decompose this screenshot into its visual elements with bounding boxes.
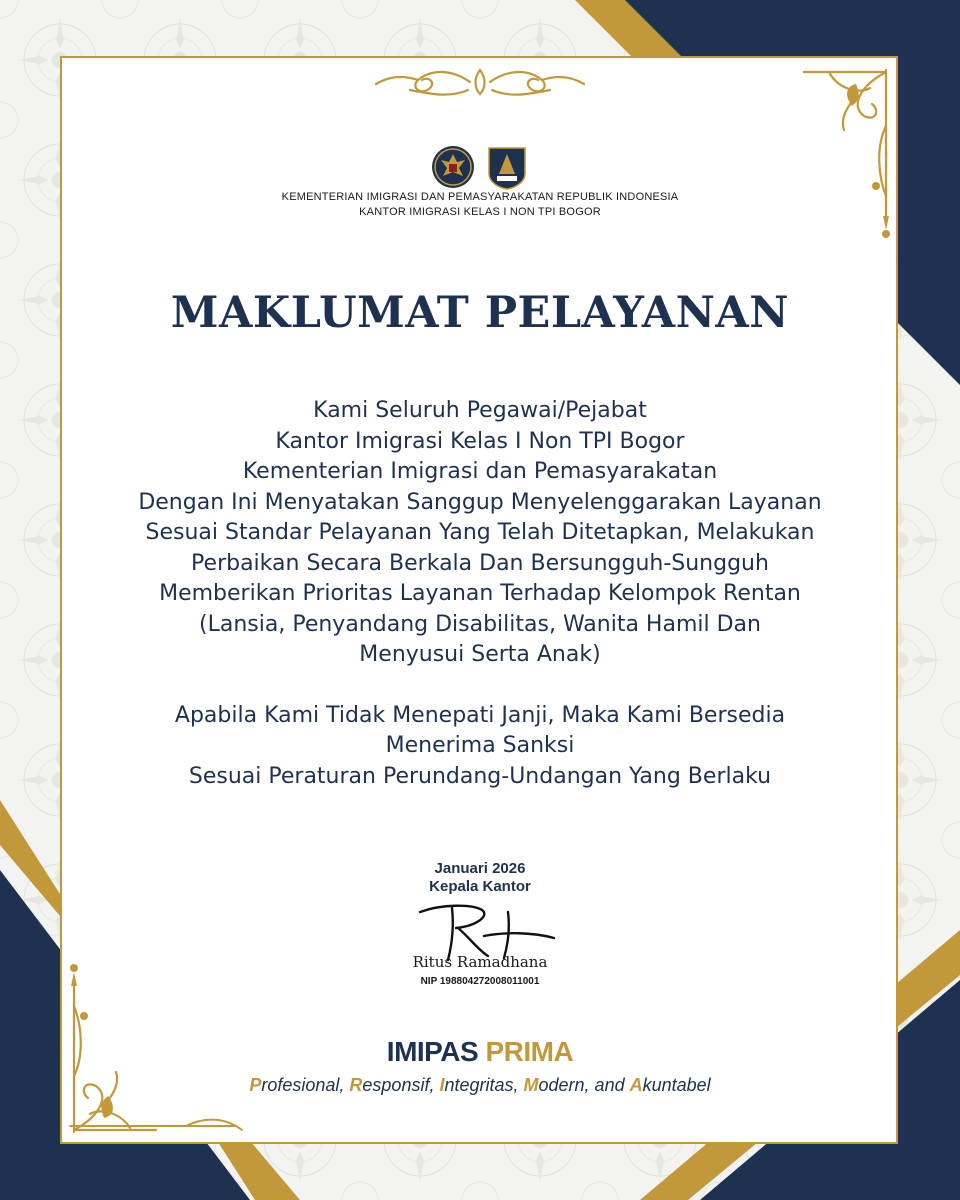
ministry-name: KEMENTERIAN IMIGRASI DAN PEMASYARAKATAN REPUBLIK INDONESIA — [281, 191, 679, 203]
signer-nip: NIP 198804272008011001 — [420, 976, 540, 987]
tagline-word: rofesional, — [261, 1075, 350, 1095]
office-name: KANTOR IMIGRASI KELAS I NON TPI BOGOR — [359, 206, 601, 218]
sanction-line: Apabila Kami Tidak Menepati Janji, Maka Kami Bersedia — [174, 702, 786, 728]
header — [0, 190, 960, 220]
tagline-initial: R — [349, 1075, 363, 1095]
garuda-emblem-icon — [431, 144, 475, 190]
tagline-initial: A — [629, 1075, 643, 1095]
brand-part1: IMIPAS — [386, 1036, 479, 1067]
declaration-text — [0, 396, 960, 792]
tagline-initial: M — [523, 1075, 539, 1095]
declaration-line: Sesuai Standar Pelayanan Yang Telah Ditetapkan, Melakukan — [145, 520, 815, 545]
logo-row — [0, 144, 960, 190]
brand-tagline — [0, 1075, 960, 1096]
immigration-emblem-icon — [485, 144, 529, 190]
declaration-line: Perbaikan Secara Berkala Dan Bersungguh-Sungguh — [191, 550, 769, 576]
declaration-line: Dengan Ini Menyatakan Sanggup Menyelenggarakan Layanan — [138, 489, 822, 515]
tagline-word: ntegritas, — [444, 1075, 524, 1095]
signer-name: Ritus Ramadhana — [412, 953, 548, 971]
sanction-line: Menerima Sanksi — [385, 733, 575, 758]
brand-logo — [0, 1036, 960, 1068]
sanction-line: Sesuai Peraturan Perundang-Undangan Yang Berlaku — [188, 763, 772, 789]
tagline-word: odern, and — [538, 1075, 630, 1095]
tagline-initial: I — [439, 1075, 445, 1095]
declaration-line: (Lansia, Penyandang Disabilitas, Wanita Hamil Dan — [199, 611, 761, 637]
corner-flourish-icon — [66, 1112, 246, 1138]
sign-position: Kepala Kantor — [429, 878, 531, 895]
tagline-initial: P — [249, 1075, 262, 1095]
sign-date: Januari 2026 — [434, 860, 526, 877]
tagline-word: esponsif, — [362, 1075, 440, 1095]
declaration-line: Memberikan Prioritas Layanan Terhadap Kelompok Rentan — [159, 581, 801, 606]
declaration-line: Kantor Imigrasi Kelas I Non TPI Bogor — [275, 428, 685, 454]
declaration-line: Kementerian Imigrasi dan Pemasyarakatan — [242, 459, 718, 484]
declaration-line: Kami Seluruh Pegawai/Pejabat — [313, 398, 647, 423]
tagline-word: kuntabel — [642, 1075, 711, 1095]
signature-block — [0, 860, 960, 896]
page-title: MAKLUMAT PELAYANAN — [170, 288, 790, 338]
top-ornament-icon — [370, 64, 590, 100]
brand-part2: PRIMA — [485, 1036, 574, 1067]
declaration-line: Menyusui Serta Anak) — [359, 642, 601, 667]
